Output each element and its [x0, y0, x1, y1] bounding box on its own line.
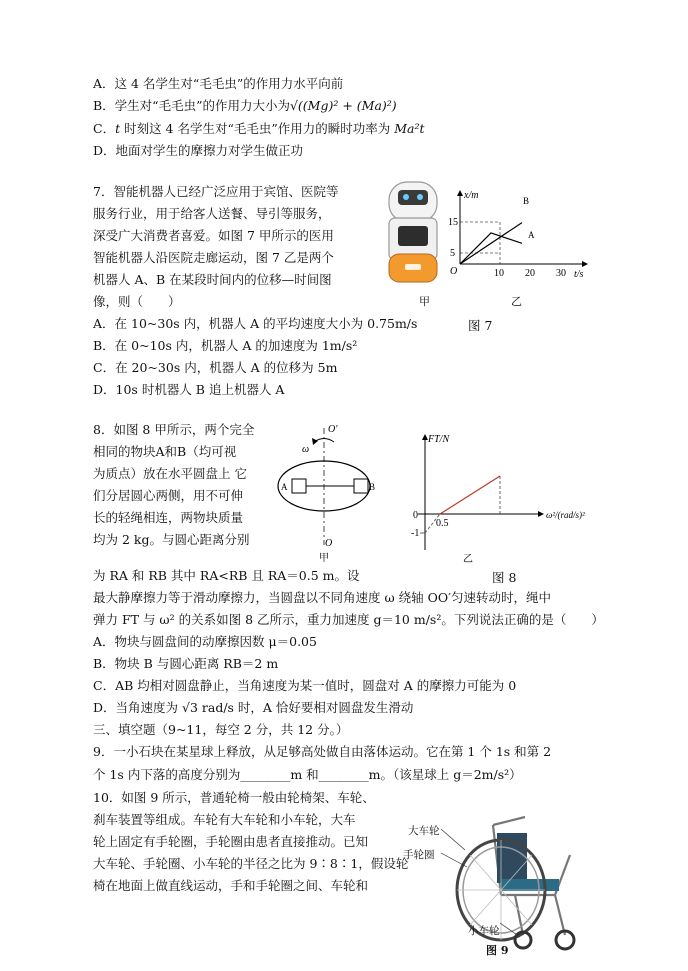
fig8-block-b: B — [369, 482, 376, 492]
fig8-x-label: ω²/(rad/s)² — [546, 510, 585, 520]
q6-option-a: A．这 4 名学生对“毛毛虫”的作用力水平向前 — [93, 76, 344, 91]
q7-stem-5: 机器人 A、B 在某段时间内的位移—时间图 — [93, 272, 332, 287]
fig8-rotation-arrowhead — [312, 438, 318, 445]
q7-option-b: B．在 0~10s 内，机器人 A 的加速度为 1m/s² — [93, 338, 358, 353]
fig8-block-b-body — [354, 479, 368, 493]
fig8-disk-diagram — [272, 420, 388, 565]
fig7-label-jia: 甲 — [419, 295, 430, 308]
fig7-y-label: x/m — [464, 190, 479, 201]
q8-stem-2: 相同的物块A和B（均可视 — [93, 444, 237, 459]
q10-line-4: 大车轮、手轮圈、小车轮的半径之比为 9∶8∶1，假设轮 — [93, 856, 409, 871]
fig8-x-axis-arrow — [538, 511, 544, 517]
q8-option-a: A．物块与圆盘间的动摩擦因数 μ＝0.05 — [93, 634, 317, 649]
fig7-x-label: t/s — [574, 269, 584, 280]
fig8-block-a-body — [292, 479, 306, 493]
q6-option-c-prefix: C． — [93, 121, 116, 136]
q8-option-c: C．AB 均相对圆盘静止，当角速度为某一值时，圆盘对 A 的摩擦力可能为 0 — [93, 678, 517, 693]
q10-line-1: 10．如图 9 所示，普通轮椅一般由轮椅架、车轮、 — [93, 790, 375, 805]
q7-stem-1: 7．智能机器人已经广泛应用于宾馆、医院等 — [93, 184, 339, 199]
fig9-caption: 图 9 — [486, 944, 509, 957]
q9-line-2: 个 1s 内下落的高度分别为________m 和________m。（该星球上 g＝2m/s²） — [93, 767, 522, 782]
fig8-o-bottom: O — [325, 538, 333, 549]
q7-stem-6: 像，则（ ） — [93, 294, 181, 309]
fig7-y-axis-arrow — [457, 190, 463, 196]
fig8-y-label: FT/N — [428, 434, 450, 445]
series-line-B — [460, 223, 522, 264]
q8-line-8: 最大静摩擦力等于滑动摩擦力，当圆盘以不同角速度 ω 绕轴 OO′匀速转动时，绳中 — [93, 590, 551, 605]
fig8-x-tick: 0.5 — [436, 518, 449, 529]
robot-illustration — [385, 178, 441, 286]
series-line-A — [460, 233, 522, 264]
q6-option-c-formula: Ma²t — [394, 121, 425, 136]
q6-option-b — [93, 98, 397, 114]
fig7-caption: 图 7 — [468, 318, 493, 333]
fig7-origin: O — [450, 266, 458, 277]
q9-line-1: 9．一小石块在某星球上释放，从足够高处做自由落体运动。它在第 1 个 1s 和第 2 — [93, 744, 552, 759]
q8-line-7: 为 RA 和 RB 其中 RA<RB 且 RA＝0.5 m。设 — [93, 568, 360, 583]
wheelchair-label-small-wheel: 小车轮 — [468, 925, 500, 937]
q8-line-9: 弹力 FT 与 ω² 的关系如图 8 乙所示，重力加速度 g＝10 m/s²。下列说法正确的是（ ） — [93, 612, 604, 627]
q6-option-b-formula: √((Mg)² + (Ma)²) — [289, 98, 397, 113]
q7-stem-2: 服务行业，用于给客人送餐、导引等服务， — [93, 206, 331, 221]
wheelchair-label-big-wheel: 大车轮 — [408, 825, 440, 837]
q8-stem-1: 8．如图 8 甲所示，两个完全 — [93, 422, 255, 437]
fig7-label-yi: 乙 — [511, 295, 522, 308]
fig7-x-tick-20: 20 — [525, 268, 535, 279]
q8-stem-4: 们分居圆心两侧，用不可伸 — [93, 488, 244, 503]
fig8-caption: 图 8 — [492, 570, 517, 585]
q6-option-c-t: t — [115, 121, 121, 136]
q7-stem-4: 智能机器人沿医院走廊运动，图 7 乙是两个 — [93, 250, 334, 265]
wheelchair-illustration — [405, 795, 605, 960]
q8-option-b: B．物块 B 与圆心距离 RB＝2 m — [93, 656, 279, 671]
fig7-label-b: B — [523, 196, 530, 206]
wheelchair-seat — [501, 879, 559, 891]
fig8-o-top: O′ — [328, 424, 338, 435]
fig8-ft-line — [440, 476, 500, 514]
fig7-x-axis-arrow — [582, 261, 588, 267]
fig8-label-jia: 甲 — [319, 553, 329, 564]
q10-line-2: 刹车装置等组成。车轮有大车轮和小车轮，大车 — [93, 812, 356, 827]
fig8-ft-graph — [398, 420, 603, 572]
q8-stem-6: 均为 2 kg。与圆心距离分别 — [93, 532, 250, 547]
fig7-x-tick-30: 30 — [556, 268, 566, 279]
q10-line-5: 椅在地面上做直线运动，手和手轮圈之间、车轮和 — [93, 878, 369, 893]
fig8-label-yi: 乙 — [463, 554, 473, 565]
q7-option-a: A．在 10~30s 内，机器人 A 的平均速度大小为 0.75m/s — [93, 316, 418, 331]
q6-option-d: D．地面对学生的摩擦力对学生做正功 — [93, 143, 304, 158]
q7-option-d: D．10s 时机器人 B 追上机器人 A — [93, 382, 285, 397]
q7-option-c: C．在 20~30s 内，机器人 A 的位移为 5m — [93, 360, 338, 375]
fig8-origin: 0 — [413, 510, 418, 521]
fig7-series — [460, 223, 522, 264]
fig7-x-tick-10: 10 — [494, 268, 504, 279]
fig7-xt-graph — [450, 188, 590, 288]
fig7-y-tick-5: 5 — [450, 248, 455, 259]
fig7-y-tick-15: 15 — [448, 217, 458, 228]
fig8-omega: ω — [302, 444, 310, 455]
q6-option-c-text: 时刻这 4 名学生对“毛毛虫”作用力的瞬时功率为 — [120, 121, 395, 136]
q6-option-c — [93, 121, 425, 137]
fig7-label-a: A — [528, 230, 535, 240]
q7-stem-3: 深受广大消费者喜爱。如图 7 甲所示的医用 — [93, 228, 334, 243]
q10-line-3: 轮上固定有手轮圈，手轮圈由患者直接推动。已知 — [93, 834, 369, 849]
wheelchair-label-hand-rim: 手轮圈 — [403, 849, 435, 861]
q8-option-d: D．当角速度为 √3 rad/s 时，A 恰好要相对圆盘发生滑动 — [93, 700, 414, 715]
fig8-series — [420, 476, 500, 533]
q8-stem-3: 为质点）放在水平圆盘上 它 — [93, 466, 247, 481]
q8-stem-5: 长的轻绳相连，两物块质量 — [93, 510, 244, 525]
section-3-heading: 三、填空题（9~11，每空 2 分，共 12 分。） — [93, 722, 349, 737]
fig8-block-a: A — [281, 482, 288, 492]
q6-option-b-text: B．学生对“毛毛虫”的作用力大小为 — [93, 98, 290, 113]
fig8-y-tick: -1 — [411, 528, 420, 539]
